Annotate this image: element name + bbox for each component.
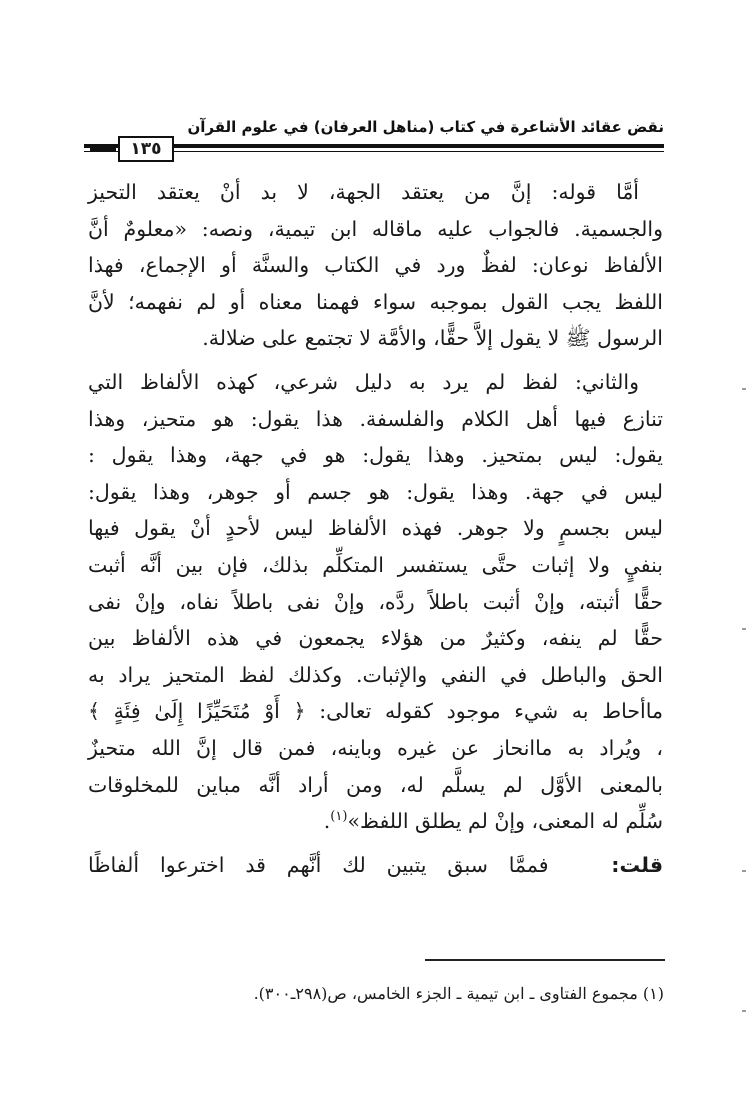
margin-mark: [742, 1010, 746, 1012]
text-line: الحق والباطل في النفي والإثبات. وكذلك لفظ المتحيز يراد به: [88, 662, 663, 687]
text-line: الرسول ﷺ لا يقول إلاَّ حقًّا، والأمَّة لا تجتمع على ضلالة.: [202, 326, 663, 351]
text-line: حقًّا أثبته، وإنْ أثبت باطلاً ردَّه، وإنْ نفى باطلاً نفاه، وإنْ نفى: [88, 589, 663, 614]
margin-mark: [742, 870, 746, 872]
text-line: اللفظ يجب القول بموجبه سواء فهمنا معناه أو لم نفهمه؛ لأنَّ: [88, 289, 663, 314]
text-line: ، ويُراد به ماانحاز عن غيره وباينه، فمن قال إنَّ الله متحيزٌ: [88, 735, 663, 760]
text-line: بنفيٍ ولا إثبات حتَّى يستفسر المتكلِّم بذلك، فإن بين أنَّه أثبت: [88, 552, 663, 577]
quran-verse: ﴿ أَوْ مُتَحَيِّزًا إِلَىٰ فِئَةٍ ﴾: [88, 699, 306, 724]
page-number-bar: [90, 148, 116, 151]
text-line: بالمعنى الأوَّل لم يسلَّم له، ومن أراد أنَّه مباين للمخلوقات: [88, 772, 663, 797]
main-text: [88, 174, 663, 883]
text-line: والجسمية. فالجواب عليه ماقاله ابن تيمية، ونصه: «معلومٌ أنَّ: [88, 216, 663, 241]
conclusion-text: فممَّا سبق يتبين لك أنَّهم قد اخترعوا ألفاظًا: [88, 852, 549, 877]
footnote-rule: [425, 959, 665, 961]
text-line: الألفاظ نوعان: لفظٌ ورد في الكتاب والسنَّة أو الإجماع، فهذا: [88, 253, 663, 278]
margin-mark: [742, 388, 746, 390]
text-line: ليس في جهة. وهذا يقول: هو جسم أو جوهر، وهذا يقول:: [88, 479, 663, 504]
page-number: ١٣٥: [118, 136, 174, 162]
text-line: [88, 847, 663, 884]
text-line: أمَّا قوله: إنَّ من يعتقد الجهة، لا بد أنْ يعتقد التحيز: [88, 180, 639, 204]
verse-intro: ماأحاط به شيء موجود كقوله تعالى:: [319, 699, 663, 724]
text-line: ليس بجسمٍ ولا جوهر. فهذه الألفاظ ليس لأحدٍ أنْ يقول فيها: [88, 516, 663, 541]
text-line: تنازع فيها أهل الكلام والفلسفة. هذا يقول: هو متحيز، وهذا: [88, 406, 663, 431]
footnote-marker: (١): [330, 809, 348, 825]
quote-end: سُلِّم له المعنى، وإنْ لم يطلق اللفظ»: [347, 809, 663, 834]
text-line: والثاني: لفظ لم يرد به دليل شرعي، كهذه الألفاظ التي: [88, 369, 639, 394]
text-line: [88, 803, 663, 840]
footnote: (١) مجموع الفتاوى ـ ابن تيمية ـ الجزء الخامس، ص(٢٩٨ـ٣٠٠).: [253, 984, 664, 1003]
margin-mark: [742, 628, 746, 630]
period: .: [323, 809, 331, 834]
qult-label: قلت:: [611, 852, 663, 877]
text-line: يقول: ليس بمتحيز. وهذا يقول: هو في جهة، وهذا يقول :: [88, 443, 663, 468]
running-title: نقض عقائد الأشاعرة في كتاب (مناهل العرفان) في علوم القرآن: [187, 118, 664, 136]
text-line: [88, 693, 663, 730]
text-line: حقًّا لم ينفه، وكثيرٌ من هؤلاء يجمعون في هذه الألفاظ بين: [88, 626, 663, 651]
